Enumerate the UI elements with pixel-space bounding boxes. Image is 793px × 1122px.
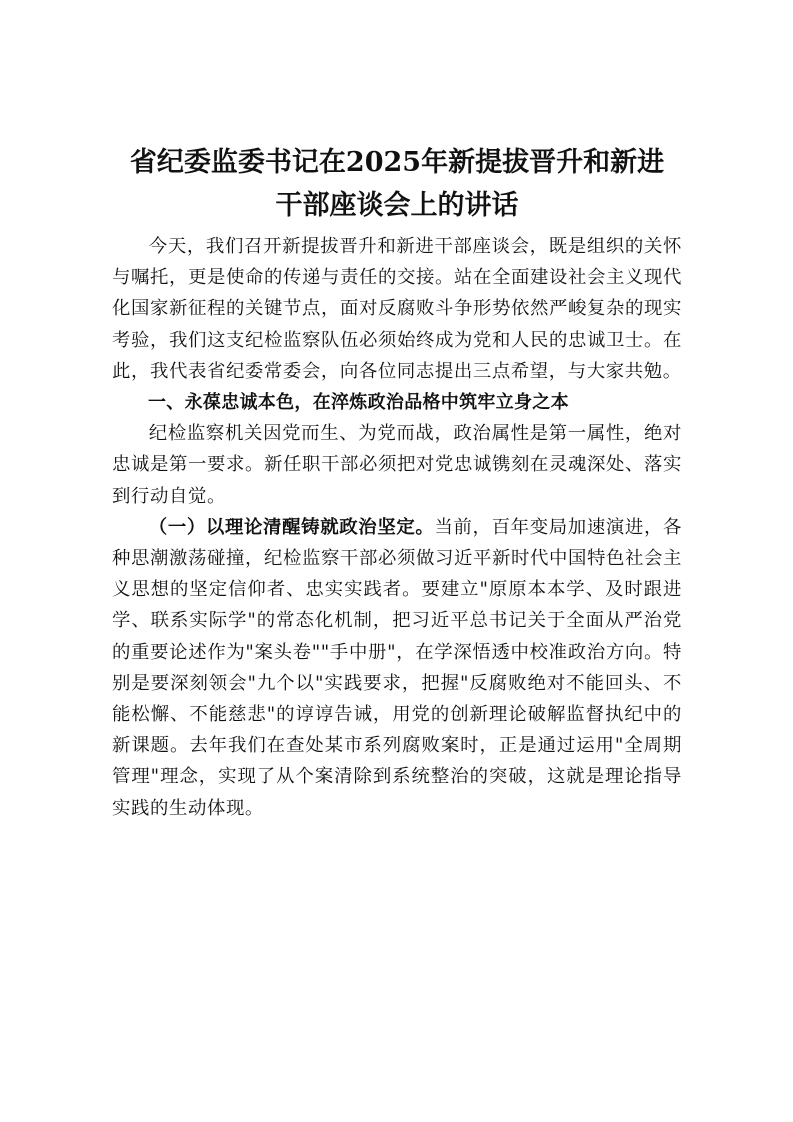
section-1-heading: 一、永葆忠诚本色，在淬炼政治品格中筑牢立身之本 bbox=[148, 392, 569, 414]
subsection-1-lead: （一）以理论清醒铸就政治坚定。 bbox=[148, 516, 435, 538]
document-title-line-1: 省纪委监委书记在2025年新提拔晋升和新进 bbox=[129, 147, 665, 178]
document-page bbox=[112, 141, 682, 824]
document-body bbox=[112, 231, 682, 824]
subsection-1-paragraph bbox=[112, 512, 682, 824]
document-title-line-2: 干部座谈会上的讲话 bbox=[275, 190, 519, 221]
intro-paragraph: 今天，我们召开新提拔晋升和新进干部座谈会，既是组织的关怀与嘱托，更是使命的传递与责任的交接。站在全面建设社会主义现代化国家新征程的关键节点，面对反腐败斗争形势依然严峻复杂的现实考验，我们这支纪检监察队伍必须始终成为党和人民的忠诚卫士。在此，我代表省纪委常委会，向各位同志提出三点希望，与大家共勉。 bbox=[112, 236, 682, 382]
document-title bbox=[112, 141, 682, 227]
section-1-intro-paragraph: 纪检监察机关因党而生、为党而战，政治属性是第一属性，绝对忠诚是第一要求。新任职干部必须把对党忠诚镌刻在灵魂深处、落实到行动自觉。 bbox=[112, 423, 682, 507]
subsection-1-text: 当前，百年变局加速演进，各种思潮激荡碰撞，纪检监察干部必须做习近平新时代中国特色社会主义思想的坚定信仰者、忠实实践者。要建立"原原本本学、及时跟进学、联系实际学"的常态化机制，把习近平总书记关于全面从严治党的重要论述作为"案头卷""手中册"，在学深悟透中校准政治方向。特别是要深刻领会"九个以"实践要求，把握"反腐败绝对不能回头、不能松懈、不能慈悲"的谆谆告诫，用党的创新理论破解监督执纪中的新课题。去年我们在查处某市系列腐败案时，正是通过运用"全周期管理"理念，实现了从个案清除到系统整治的突破，这就是理论指导实践的生动体现。 bbox=[112, 516, 682, 819]
